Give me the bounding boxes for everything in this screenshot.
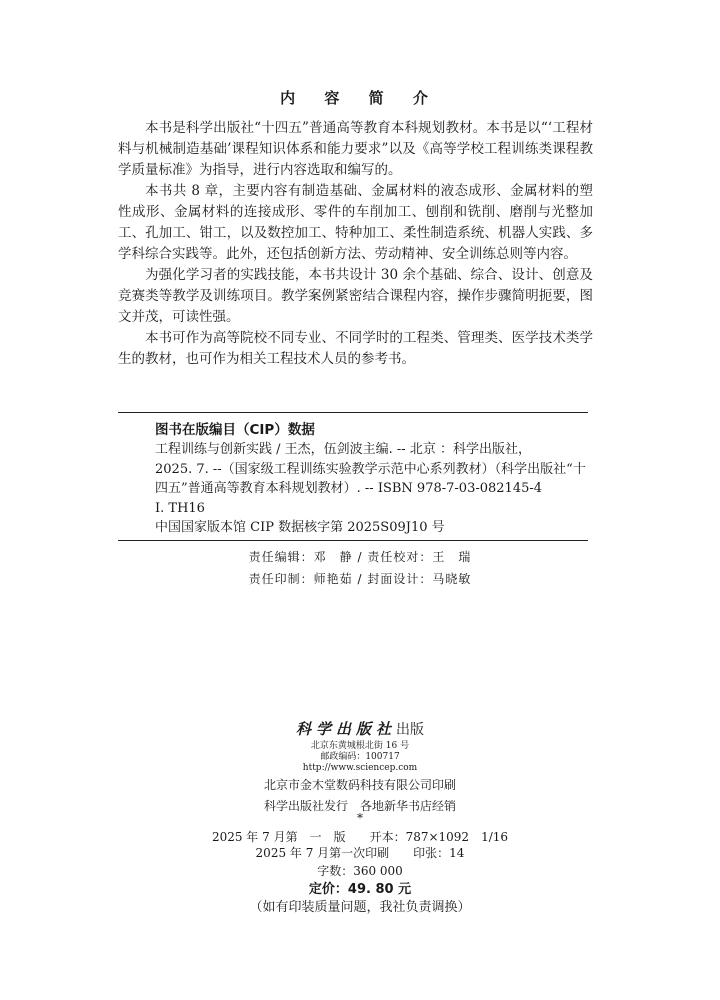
summary-paragraph: 本书可作为高等院校不同专业、不同学时的工程类、管理类、医学技术类学生的教材，也可作为相关工程技术人员的参考书。 [118, 330, 593, 367]
summary-paragraph: 为强化学习者的实践技能，本书共设计 30 余个基础、综合、设计、创意及竞赛类等教学及训练项目。教学案例紧密结合课程内容，操作步骤简明扼要，图文并茂，可读性强。 [118, 267, 593, 325]
summary-paragraph: 本书共 8 章，主要内容有制造基础、金属材料的液态成形、金属材料的塑性成形、金属材料的连接成形、零件的车削加工、刨削和铣削、磨削与光整加工、孔加工、钳工，以及数控加工、特种加工、柔性制造系统、机器人实践、多学科综合实践等。此外，还包括创新方法、劳动精神、安全训练总则等内容。 [118, 183, 593, 262]
printing-info: 2025 年 7 月第一次印刷 印张：14 [255, 846, 465, 860]
cip-line: 2025. 7. --（国家级工程训练实验教学示范中心系列教材）（科学出版社“十 [155, 461, 586, 477]
quality-notice: （如有印装质量问题，我社负责调换） [249, 900, 471, 915]
cip-top-divider [118, 412, 588, 413]
publisher-logo [0, 718, 720, 739]
publisher-logo-text: 科学出版社 [295, 720, 396, 738]
edition-info: 2025 年 7 月第 一 版 开本：787×1092 1/16 [211, 830, 509, 844]
cip-line: 工程训练与创新实践 / 王杰，伍剑波主编. -- 北京 ：科学出版社， [155, 442, 531, 457]
publisher-logo-suffix: 出版 [396, 722, 424, 738]
summary-title: 内 容 简 介 [280, 89, 440, 107]
cip-record [155, 440, 595, 538]
publisher-address: 北京东黄城根北街 16 号 [310, 741, 410, 751]
price: 定价：49. 80 元 [308, 882, 412, 897]
publisher-postcode: 邮政编码：100717 [320, 752, 400, 762]
cip-line: 中国国家版本馆 CIP 数据核字第 2025S09J10 号 [155, 520, 445, 535]
publisher-website: http://www.sciencep.com [302, 763, 418, 773]
cip-line: Ⅰ. TH16 [155, 500, 205, 516]
editor-credits: 责任编辑：邓 静 / 责任校对：王 瑞 [248, 550, 472, 564]
cip-line: 四五”普通高等教育本科规划教材）. -- ISBN 978-7-03-082145-4 [155, 481, 543, 496]
word-count: 字数：360 000 [317, 864, 403, 878]
distribution-info: 科学出版社发行 各地新华书店经销 [263, 799, 456, 813]
printer-info: 北京市金木堂数码科技有限公司印刷 [263, 778, 456, 792]
cip-bottom-divider [118, 540, 588, 541]
cip-heading: 图书在版编目（CIP）数据 [155, 422, 315, 438]
separator-star: * [357, 811, 363, 825]
production-credits: 责任印制：师艳茹 / 封面设计：马晓敏 [248, 572, 472, 586]
summary-body [118, 118, 593, 370]
summary-paragraph: 本书是科学出版社“十四五”普通高等教育本科规划教材。本书是以“‘工程材料与机械制造基础’课程知识体系和能力要求”以及《高等学校工程训练类课程教学质量标准》为指导，进行内容选取和编写的。 [118, 120, 593, 178]
